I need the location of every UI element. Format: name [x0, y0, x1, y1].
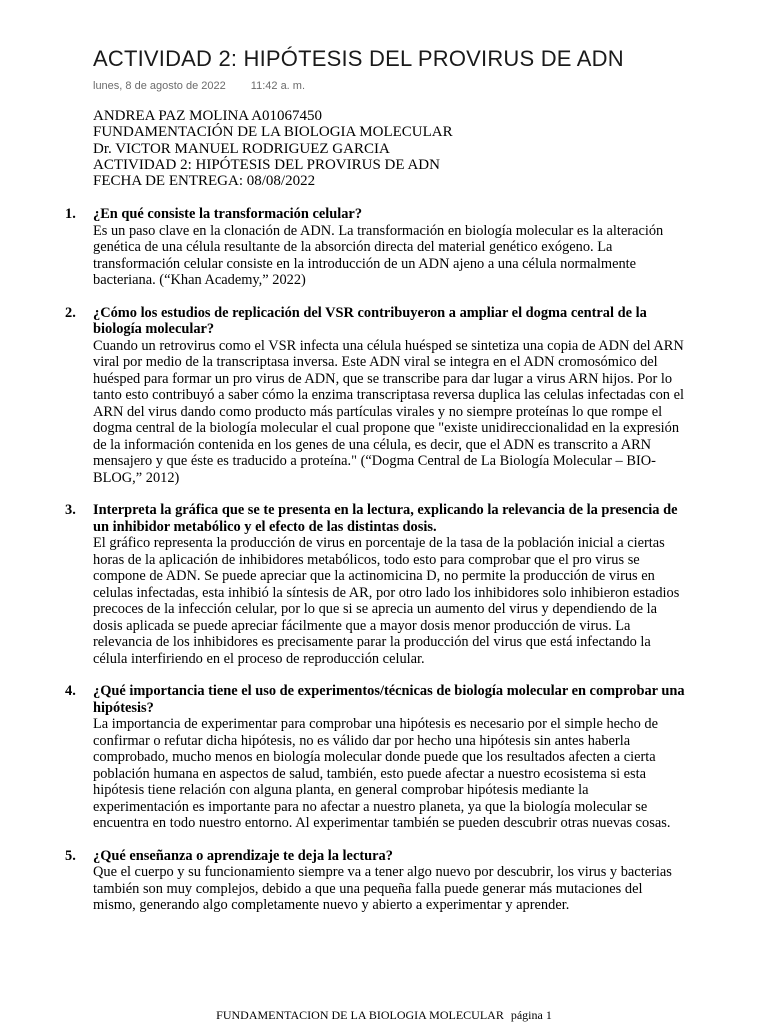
- question-number: 4.: [65, 683, 76, 699]
- note-time: 11:42 a. m.: [250, 80, 306, 92]
- due-date-line: FECHA DE ENTREGA: 08/08/2022: [93, 173, 316, 190]
- answer-text: Que el cuerpo y su funcionamiento siempre va a tener algo nuevo por descubrir, los virus y bacterias también son muy complejos, debido a que una pequeña falla puede generar más mutaciones del mismo, generando algo completamente nuevo y abierto a experimentar y aprender.: [93, 864, 672, 913]
- question-item-5: [65, 848, 685, 914]
- question-number: 3.: [65, 502, 76, 518]
- course-name-line: FUNDAMENTACIÓN DE LA BIOLOGIA MOLECULAR: [93, 124, 453, 141]
- question-number: 1.: [65, 206, 76, 222]
- answer-text: El gráfico representa la producción de virus en porcentaje de la tasa de la población inicial a ciertas horas de la aplicación de inhibidores metabólicos, todo esto para comprobar que el pro virus se compone de ADN. Se puede apreciar que la actinomicina D, no permite la producción de virus en celulas infectadas, esta inhibió la síntesis de AR, por otro lado los inhibidores solo inhibieron estadios precoces de la infección celular, por lo que si se aprecia un aumento del virus y dependiendo de la dosis aplicada se puede apreciar fácilmente que a mayor dosis menor producción de virus. La relevancia de los inhibidores es precisamente parar la producción del virus que está infectando la célula interfiriendo en el proceso de reproducción celular.: [93, 535, 680, 667]
- activity-line: ACTIVIDAD 2: HIPÓTESIS DEL PROVIRUS DE ADN: [93, 156, 440, 173]
- question-item-2: [65, 305, 685, 487]
- note-timestamp: [93, 80, 305, 92]
- question-text: ¿Qué enseñanza o aprendizaje te deja la lectura?: [93, 847, 393, 864]
- answer-text: Cuando un retrovirus como el VSR infecta una célula huésped se sintetiza una copia de ADN del ARN viral por medio de la transcriptasa inversa. Este ADN viral se integra en el ADN cromosómico del huésped para formar un pro virus de ADN, que se transcribe para dar lugar a virus ARN hijos. Por lo tanto esto contribuyó a saber cómo la enzima transcriptasa reversa duplica las celulas infectadas con el ARN del virus dando como producto más partículas virales y no siempre proteínas lo que rompe el dogma central de la biología molecular el cual propone que "existe unidireccionalidad en la expresión de la información contenida en los genes de una célula, es decir, que el ADN es transcrito a ARN mensajero y que éste es traducido a proteína." (“Dogma Central de La Biología Molecular – BIO-BLOG,” 2012): [93, 337, 684, 486]
- question-text: ¿Cómo los estudios de replicación del VSR contribuyeron a ampliar el dogma central de la biología molecular?: [93, 304, 647, 337]
- question-text: ¿En qué consiste la transformación celular?: [93, 206, 363, 222]
- question-item-4: [65, 683, 685, 832]
- question-item-3: [65, 502, 685, 667]
- page-title: ACTIVIDAD 2: HIPÓTESIS DEL PROVIRUS DE ADN: [93, 46, 624, 71]
- question-text: Interpreta la gráfica que se te presenta en la lectura, explicando la relevancia de la presencia de un inhibidor metabólico y el efecto de las distintas dosis.: [93, 502, 678, 535]
- question-item-1: [65, 206, 685, 289]
- professor-line: Dr. VICTOR MANUEL RODRIGUEZ GARCIA: [93, 140, 390, 157]
- student-info-block: [93, 108, 733, 189]
- question-number: 5.: [65, 847, 76, 864]
- question-number: 2.: [65, 304, 76, 321]
- note-date: lunes, 8 de agosto de 2022: [93, 80, 226, 92]
- question-text: ¿Qué importancia tiene el uso de experimentos/técnicas de biología molecular en comprobar una hipótesis?: [93, 683, 685, 716]
- answer-text: La importancia de experimentar para comprobar una hipótesis es necesario por el simple hecho de confirmar o refutar dicha hipótesis, no es válido dar por hecho una hipótesis sin antes haberla comprobado, mucho menos en biología molecular donde puede que los resultados afecten a cierta población humana en aspectos de salud, también, esto puede afectar a nuestro ecosistema si esta hipótesis tiene relación con alguna planta, en general comprobar hipótesis mediante la experimentación es importante para no afectar a nuestro planeta, ya que la biología molecular se encuentra en todo nuestro entorno. Al experimentar también se pueden descubrir otras nuevas cosas.: [93, 716, 671, 831]
- footer-text: FUNDAMENTACION DE LA BIOLOGIA MOLECULAR: [216, 1008, 504, 1022]
- page-footer: [0, 1008, 768, 1023]
- page-number: página 1: [510, 1008, 552, 1022]
- student-name-line: ANDREA PAZ MOLINA A01067450: [93, 108, 323, 124]
- question-list: [65, 206, 685, 930]
- answer-text: Es un paso clave en la clonación de ADN. La transformación en biología molecular es la alteración genética de una célula resultante de la absorción directa del material genético exógeno. La transformación celular consiste en la introducción de un ADN ajeno a una célula normalmente bacteriana. (“Khan Academy,” 2022): [93, 222, 664, 288]
